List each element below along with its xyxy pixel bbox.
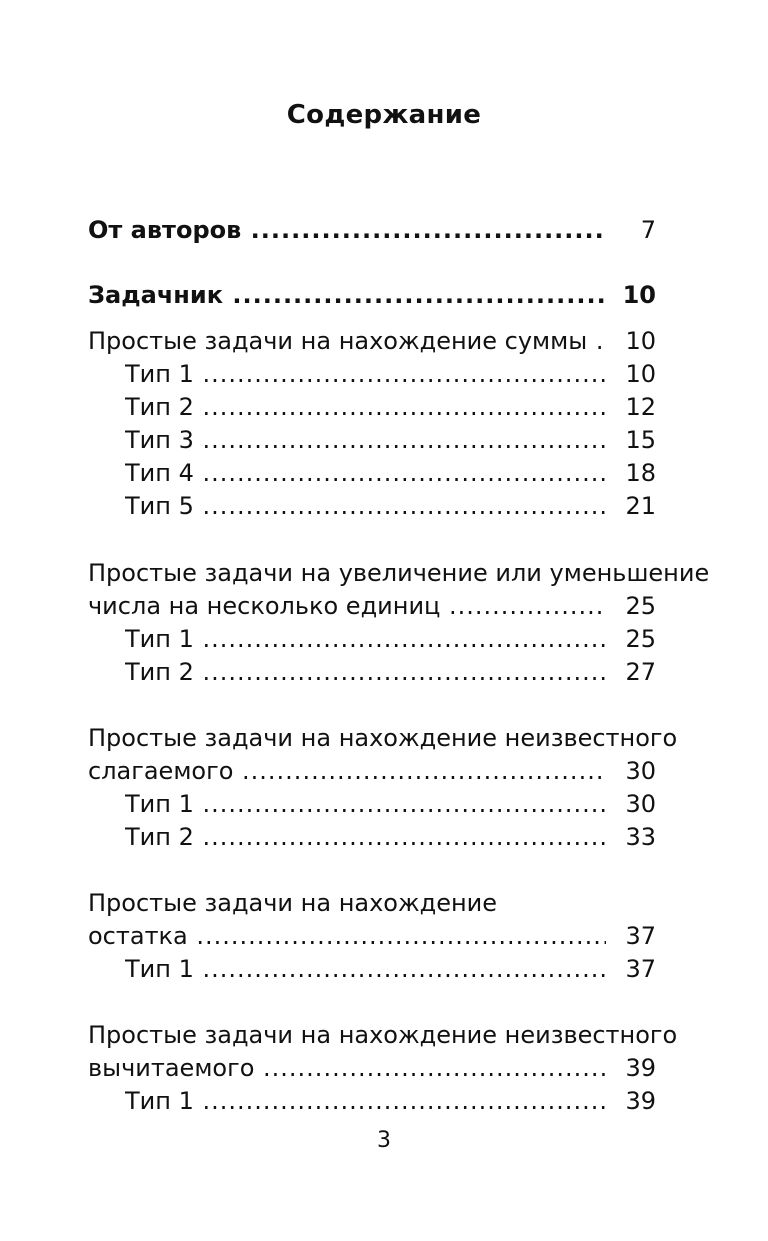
toc-entry-label: остатка ..... xyxy=(88,919,606,953)
toc-page-number: 18 xyxy=(625,459,656,487)
toc-type-entry[interactable] xyxy=(125,423,656,457)
toc-entry-label: Тип 1 ..... xyxy=(125,787,606,821)
toc-entry-label: Простые задачи на нахождение суммы ..... xyxy=(88,324,606,358)
toc-section-entry[interactable] xyxy=(88,324,656,358)
toc-page-number: 25 xyxy=(625,625,656,653)
toc-entry-label: слагаемого ..... xyxy=(88,754,606,788)
toc-entry-label: Тип 2 ..... xyxy=(125,390,606,424)
toc-entry-label: Тип 1 ..... xyxy=(125,1084,606,1118)
page-title: Содержание xyxy=(286,100,482,130)
toc-page-number: 30 xyxy=(625,757,656,785)
toc-page-number: 37 xyxy=(625,955,656,983)
toc-section-entry[interactable] xyxy=(88,1051,656,1085)
toc-section-title: Простые задачи на нахождение xyxy=(88,889,498,917)
toc-type-entry[interactable] xyxy=(125,622,656,656)
toc-entry-label: Тип 2 ..... xyxy=(125,655,606,689)
toc-page-number: 25 xyxy=(625,592,656,620)
toc-page-number: 10 xyxy=(625,327,656,355)
toc-page-number: 7 xyxy=(640,216,656,244)
toc-section-entry[interactable] xyxy=(88,919,656,953)
toc-entry-label: Тип 3 ..... xyxy=(125,423,606,457)
toc-page-number: 39 xyxy=(625,1087,656,1115)
toc-entry-label: Тип 4 ..... xyxy=(125,456,606,490)
toc-entry-label: вычитаемого ..... xyxy=(88,1051,606,1085)
toc-page-number: 27 xyxy=(625,658,656,686)
toc-type-entry[interactable] xyxy=(125,952,656,986)
toc-type-entry[interactable] xyxy=(125,390,656,424)
toc-page-number: 21 xyxy=(625,492,656,520)
toc-entry-label: Тип 1 ..... xyxy=(125,952,606,986)
toc-type-entry[interactable] xyxy=(125,489,656,523)
page-number: 3 xyxy=(377,1128,391,1153)
toc-section-entry[interactable] xyxy=(88,754,656,788)
toc-page-number: 15 xyxy=(625,426,656,454)
toc-section-title: Простые задачи на увеличение или уменьшение xyxy=(88,559,710,587)
toc-page-number: 33 xyxy=(625,823,656,851)
toc-entry-label: Тип 5 ..... xyxy=(125,489,606,523)
toc-page-number: 12 xyxy=(625,393,656,421)
toc-entry-authors[interactable] xyxy=(88,213,656,247)
toc-type-entry[interactable] xyxy=(125,1084,656,1118)
toc-section-entry[interactable] xyxy=(88,589,656,623)
toc-entry-label: Тип 1 ..... xyxy=(125,357,606,391)
toc-entry-label: От авторов ..... xyxy=(88,213,606,247)
toc-page-number: 30 xyxy=(625,790,656,818)
toc-page-number: 10 xyxy=(625,360,656,388)
toc-type-entry[interactable] xyxy=(125,357,656,391)
toc-entry-label: числа на несколько единиц ..... xyxy=(88,589,606,623)
toc-type-entry[interactable] xyxy=(125,787,656,821)
toc-section-title: Простые задачи на нахождение неизвестного xyxy=(88,724,678,752)
toc-entry-book[interactable] xyxy=(88,278,656,312)
toc-type-entry[interactable] xyxy=(125,820,656,854)
toc-page-number: 39 xyxy=(625,1054,656,1082)
toc-type-entry[interactable] xyxy=(125,456,656,490)
toc-entry-label: Задачник ..... xyxy=(88,278,606,312)
toc-entry-label: Тип 2 ..... xyxy=(125,820,606,854)
toc-entry-label: Тип 1 ..... xyxy=(125,622,606,656)
toc-type-entry[interactable] xyxy=(125,655,656,689)
toc-section-title: Простые задачи на нахождение неизвестного xyxy=(88,1021,678,1049)
toc-page-number: 37 xyxy=(625,922,656,950)
toc-page-number: 10 xyxy=(622,281,656,309)
